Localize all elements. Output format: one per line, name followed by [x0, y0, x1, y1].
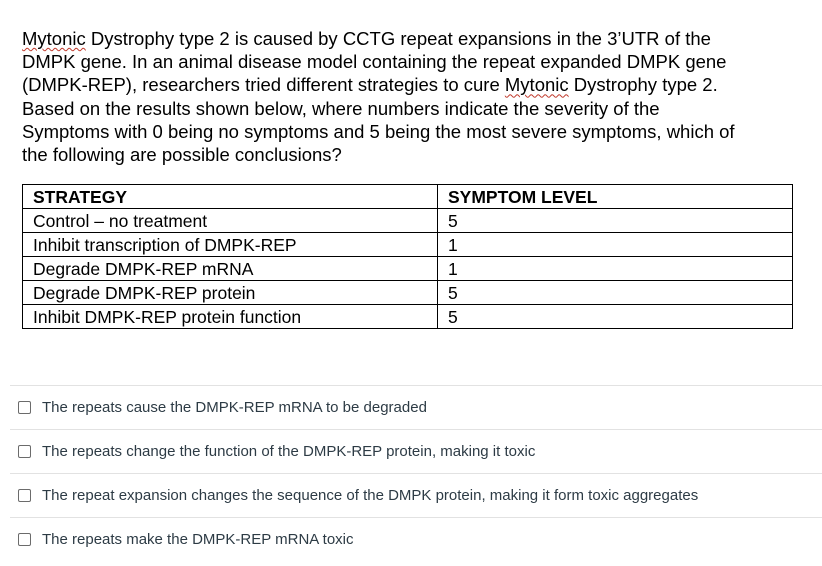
question-line-text: (DMPK-REP), researchers tried different strategies to cure [22, 74, 505, 96]
question-line-text: Based on the results shown below, where numbers indicate the severity of the [22, 97, 660, 119]
symptom-level-cell: 1 [438, 257, 793, 281]
strategy-cell: Degrade DMPK-REP protein [23, 281, 438, 305]
question-text [22, 27, 802, 166]
answer-option-label: The repeat expansion changes the sequence of the DMPK protein, making it form toxic aggregates [42, 487, 699, 504]
strategy-cell: Control – no treatment [23, 209, 438, 233]
strategy-cell: Degrade DMPK-REP mRNA [23, 257, 438, 281]
symptom-level-cell: 5 [438, 281, 793, 305]
question-line-text: Dystrophy type 2. [568, 74, 718, 96]
spellcheck-word: Mytonic [504, 74, 569, 96]
question-line [22, 120, 802, 143]
checkbox-icon[interactable] [18, 401, 31, 414]
strategy-cell: Inhibit DMPK-REP protein function [23, 305, 438, 329]
header-strategy: STRATEGY [23, 185, 438, 209]
answer-options [10, 385, 822, 561]
question-line-text: DMPK gene. In an animal disease model containing the repeat expanded DMPK gene [22, 51, 727, 73]
answer-option-label: The repeats cause the DMPK-REP mRNA to be degraded [42, 399, 427, 416]
symptom-level-cell: 5 [438, 305, 793, 329]
question-line-text: Symptoms with 0 being no symptoms and 5 being the most severe symptoms, which of [22, 120, 735, 142]
symptom-level-cell: 5 [438, 209, 793, 233]
symptom-level-cell: 1 [438, 233, 793, 257]
question-line [22, 73, 802, 96]
question-line [22, 27, 802, 50]
checkbox-icon[interactable] [18, 489, 31, 502]
checkbox-icon[interactable] [18, 533, 31, 546]
question-line-text: the following are possible conclusions? [22, 144, 342, 166]
answer-option-label: The repeats make the DMPK-REP mRNA toxic [42, 531, 354, 548]
table-row [23, 233, 793, 257]
answer-option-3[interactable] [10, 473, 822, 517]
table-row [23, 209, 793, 233]
checkbox-icon[interactable] [18, 445, 31, 458]
table-row [23, 281, 793, 305]
answer-option-label: The repeats change the function of the DMPK-REP protein, making it toxic [42, 443, 536, 460]
question-line-text: Dystrophy type 2 is caused by CCTG repeat expansions in the 3’UTR of the [85, 28, 711, 49]
header-symptom-level: SYMPTOM LEVEL [438, 185, 793, 209]
question-line [22, 97, 802, 120]
question-line [22, 143, 802, 166]
strategy-cell: Inhibit transcription of DMPK-REP [23, 233, 438, 257]
table-row [23, 305, 793, 329]
table-header-row [23, 185, 793, 209]
answer-option-4[interactable] [10, 517, 822, 561]
table-row [23, 257, 793, 281]
answer-option-1[interactable] [10, 385, 822, 429]
results-table [22, 184, 793, 329]
spellcheck-word: Mytonic [22, 28, 86, 49]
question-line [22, 50, 802, 73]
answer-option-2[interactable] [10, 429, 822, 473]
